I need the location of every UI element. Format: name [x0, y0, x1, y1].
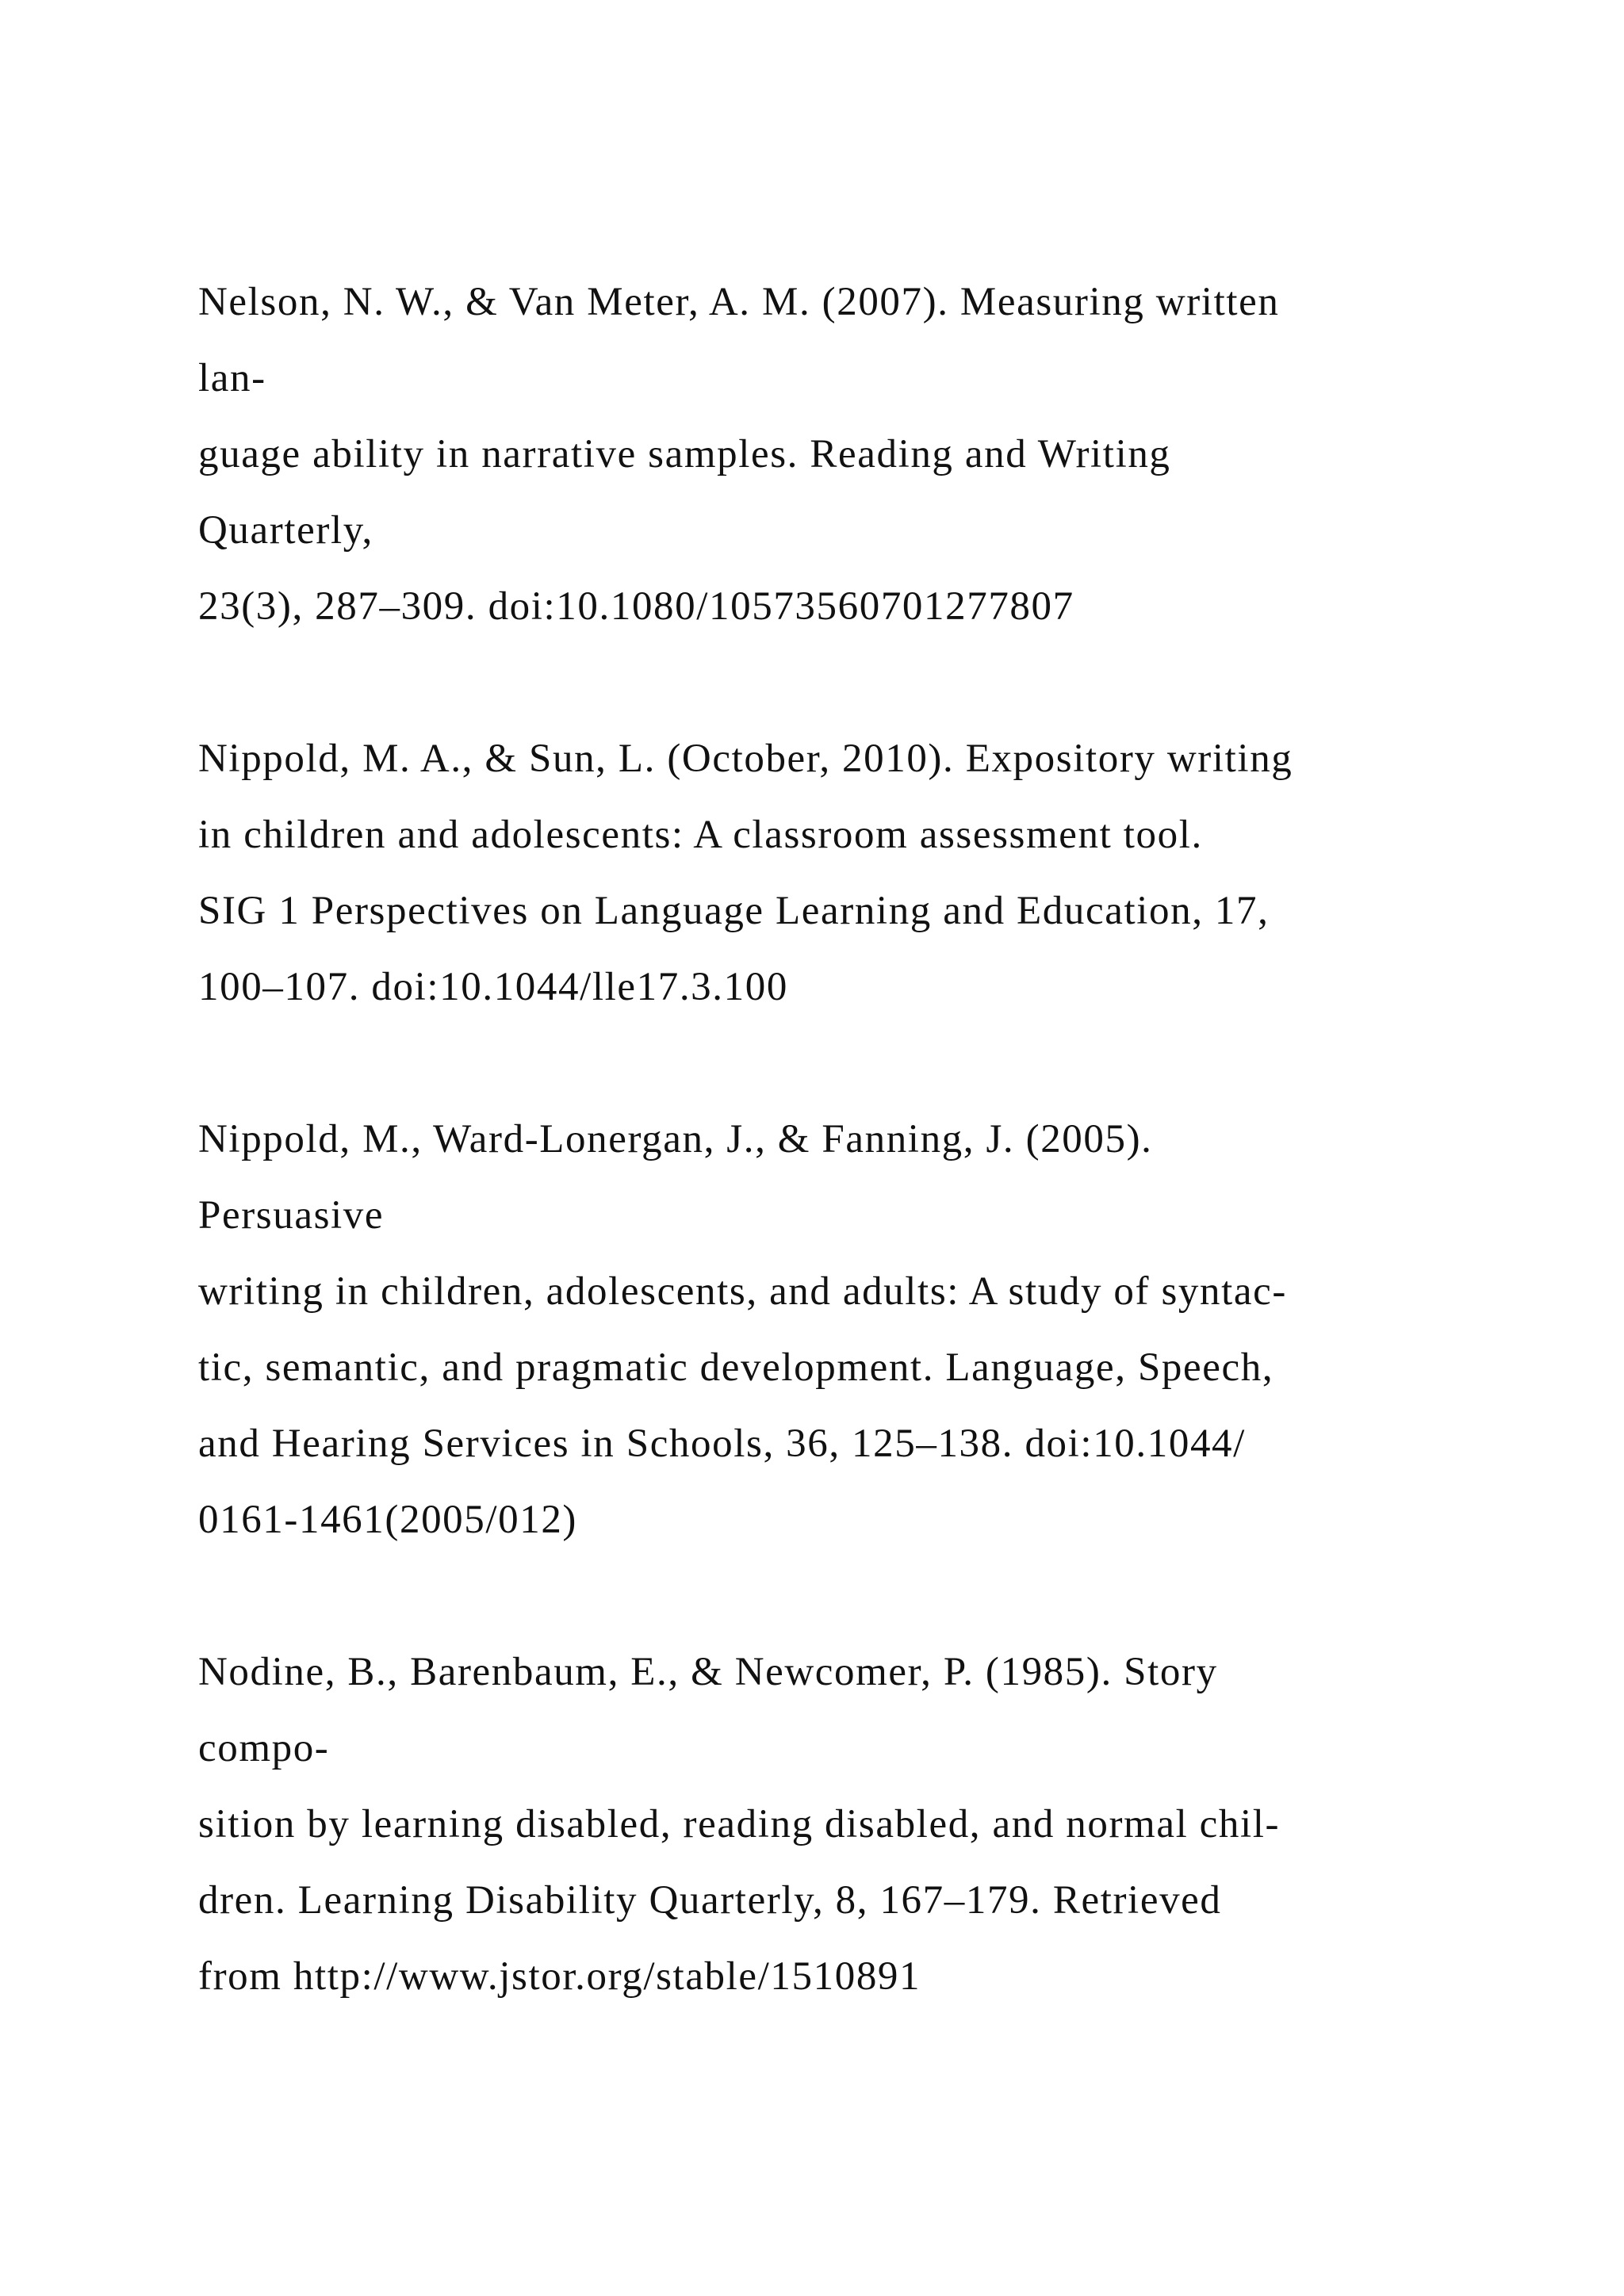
reference-line: from http://www.jstor.org/stable/1510891: [198, 1954, 921, 1999]
reference-line: sition by learning disabled, reading disabled, and normal chil-: [198, 1802, 1281, 1846]
reference-line: Quarterly,: [198, 508, 373, 553]
reference-line: Nelson, N. W., & Van Meter, A. M. (2007). Measuring written: [198, 280, 1280, 324]
reference-line: and Hearing Services in Schools, 36, 125–138. doi:10.1044/: [198, 1422, 1246, 1466]
reference-line: Nippold, M. A., & Sun, L. (October, 2010). Expository writing: [198, 737, 1293, 781]
reference-line: Nippold, M., Ward-Lonergan, J., & Fanning, J. (2005).: [198, 1117, 1153, 1161]
reference-line: 100–107. doi:10.1044/lle17.3.100: [198, 965, 788, 1009]
reference-line: guage ability in narrative samples. Reading and Writing: [198, 432, 1171, 476]
reference-list: [198, 264, 1435, 2091]
reference-line: 23(3), 287–309. doi:10.1080/10573560701277807: [198, 584, 1074, 629]
reference-line: writing in children, adolescents, and adults: A study of syntac-: [198, 1269, 1287, 1314]
reference-line: in children and adolescents: A classroom assessment tool.: [198, 813, 1203, 857]
reference-entry-nippold-ward-lonergan: [198, 1101, 1435, 1558]
reference-line: Persuasive: [198, 1193, 385, 1238]
reference-line: lan-: [198, 356, 266, 400]
reference-line: SIG 1 Perspectives on Language Learning and Education, 17,: [198, 889, 1270, 933]
reference-entry-nippold-sun: [198, 721, 1435, 1025]
reference-line: compo-: [198, 1726, 330, 1770]
reference-line: tic, semantic, and pragmatic development. Language, Speech,: [198, 1345, 1274, 1390]
reference-entry-nodine: [198, 1634, 1435, 2015]
reference-line: dren. Learning Disability Quarterly, 8, 167–179. Retrieved: [198, 1878, 1222, 1923]
reference-entry-nelson: [198, 264, 1435, 645]
reference-line: 0161-1461(2005/012): [198, 1498, 578, 1542]
reference-line: Nodine, B., Barenbaum, E., & Newcomer, P. (1985). Story: [198, 1650, 1218, 1694]
